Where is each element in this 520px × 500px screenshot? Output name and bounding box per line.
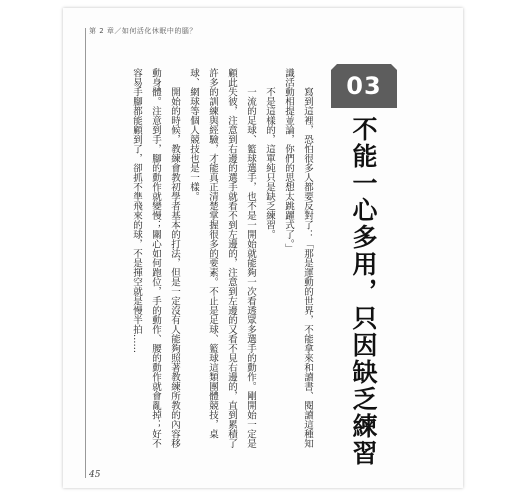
paragraph: 寫到這裡，恐怕很多人都要反對了：「那是運動的世界，不能拿來和讀書、閱讀這種知識活動相提並論，你們的思想太跳躍式了。」 <box>283 68 313 448</box>
running-head: 第 2 章／如何活化休眠中的腦？ <box>89 27 197 35</box>
margin-rule <box>85 28 86 478</box>
page-number: 45 <box>89 470 101 480</box>
paragraph: 一流的足球、籃球選手，也不是一開始就能夠一次看透眾多選手的動作。剛開始一定是顧此失彼，注意到右邊的選手就看不到左邊的，注意到左邊的又看不見右邊的，直到累積了許多的訓練與經驗，才能真正清楚掌握很多的要素。不止是足球、籃球這類團體競技，桌球、網球等個人競技也是一樣。 <box>188 68 256 448</box>
chapter-title: 不能一心多用，只因缺乏練習 <box>349 116 378 467</box>
paragraph: 不是這樣的，這單純只是缺乏練習。 <box>264 87 275 239</box>
paragraph: 開始的時候，教練會教初學者基本的打法，但是一定沒有人能夠照著教練所教的內容移動身體。注意到手，腳的動作就變慢；關心如何跑位，手的動作、腰的動作就會亂掉；好不容易手腳都能顧到了，卻抓不準飛來的球，不是揮空就是慢半拍…… <box>131 68 180 448</box>
book-page <box>63 8 463 488</box>
body-text <box>111 68 317 448</box>
chapter-number-badge: 03 <box>331 64 397 108</box>
